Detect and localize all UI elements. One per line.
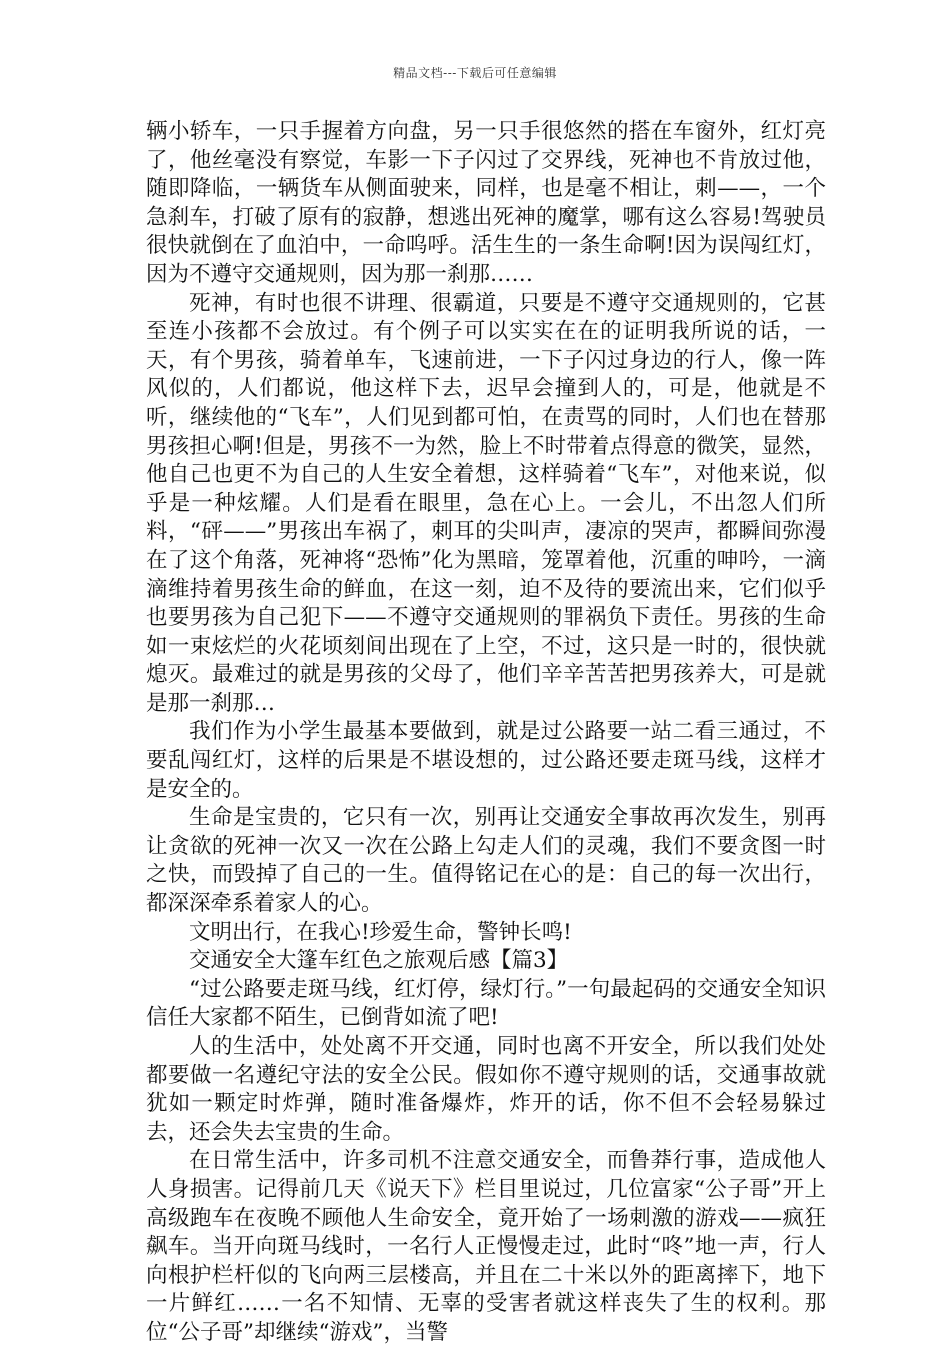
paragraph-6: “过公路要走斑马线，红灯停，绿灯行。”一句最起码的交通安全知识信任大家都不陌生，已倒背如流了吧! [146,976,826,1031]
paragraph-5: 文明出行，在我心!珍爱生命，警钟长鸣! [189,919,572,945]
paragraph-3: 我们作为小学生最基本要做到，就是过公路要一站二看三通过，不要乱闯红灯，这样的后果是不堪设想的，过公路还要走斑马线，这样才是安全的。 [146,719,826,802]
paragraph-1: 辆小轿车，一只手握着方向盘，另一只手很悠然的搭在车窗外，红灯亮了，他丝毫没有察觉，车影一下子闪过了交界线，死神也不肯放过他，随即降临，一辆货车从侧面驶来，同样，也是毫不相让，刺——，一个急刹车，打破了原有的寂静，想逃出死神的魔掌，哪有这么容易!驾驶员很快就倒在了血泊中，一命呜呼。活生生的一条生命啊!因为误闯红灯，因为不遵守交通规则，因为那一刹那…… [146,119,826,287]
document-body [146,118,826,1348]
section-heading: 交通安全大篷车红色之旅观后感【篇3】 [189,948,569,974]
page-header: 精品文档---下载后可任意编辑 [393,66,557,80]
paragraph-2: 死神，有时也很不讲理、很霸道，只要是不遵守交通规则的，它甚至连小孩都不会放过。有个例子可以实实在在的证明我所说的话，一天，有个男孩，骑着单车，飞速前进，一下子闪过身边的行人，像一阵风似的，人们都说，他这样下去，迟早会撞到人的，可是，他就是不听，继续他的“飞车”，人们见到都可怕，在责骂的同时，人们也在替那男孩担心啊!但是，男孩不一为然，脸上不时带着点得意的微笑，显然，他自己也更不为自己的人生安全着想，这样骑着“飞车”，对他来说，似乎是一种炫耀。人们是看在眼里，急在心上。一会儿，不出忽人们所料，“砰——”男孩出车祸了，刺耳的尖叫声，凄凉的哭声，都瞬间弥漫在了这个角落，死神将“恐怖”化为黑暗，笼罩着他，沉重的呻吟，一滴滴维持着男孩生命的鲜血，在这一刻，迫不及待的要流出来，它们似乎也要男孩为自己犯下——不遵守交通规则的罪祸负下责任。男孩的生命如一束炫烂的火花顷刻间出现在了上空，不过，这只是一时的，很快就熄灭。最难过的就是男孩的父母了，他们辛辛苦苦把男孩养大，可是就是那一刹那… [146,290,826,716]
paragraph-7: 人的生活中，处处离不开交通，同时也离不开安全，所以我们处处都要做一名遵纪守法的安全公民。假如你不遵守规则的话，交通事故就犹如一颗定时炸弹，随时准备爆炸，炸开的话，你不但不会轻易躲过去，还会失去宝贵的生命。 [146,1034,826,1145]
paragraph-8: 在日常生活中，许多司机不注意交通安全，而鲁莽行事，造成他人人身损害。记得前几天《说天下》栏目里说过，几位富家“公子哥”开上高级跑车在夜晚不顾他人生命安全，竟开始了一场刺激的游戏——疯狂飙车。当开向斑马线时，一名行人正慢慢走过，此时“咚”地一声，行人向根护栏杆似的飞向两三层楼高，并且在二十米以外的距离摔下，地下一片鲜红……一名不知情、无辜的受害者就这样丧失了生的权利。那位“公子哥”却继续“游戏”，当警 [146,1148,826,1345]
paragraph-4: 生命是宝贵的，它只有一次，别再让交通安全事故再次发生，别再让贪欲的死神一次又一次在公路上勾走人们的灵魂，我们不要贪图一时之快，而毁掉了自己的一生。值得铭记在心的是：自己的每一次出行，都深深牵系着家人的心。 [146,805,826,917]
